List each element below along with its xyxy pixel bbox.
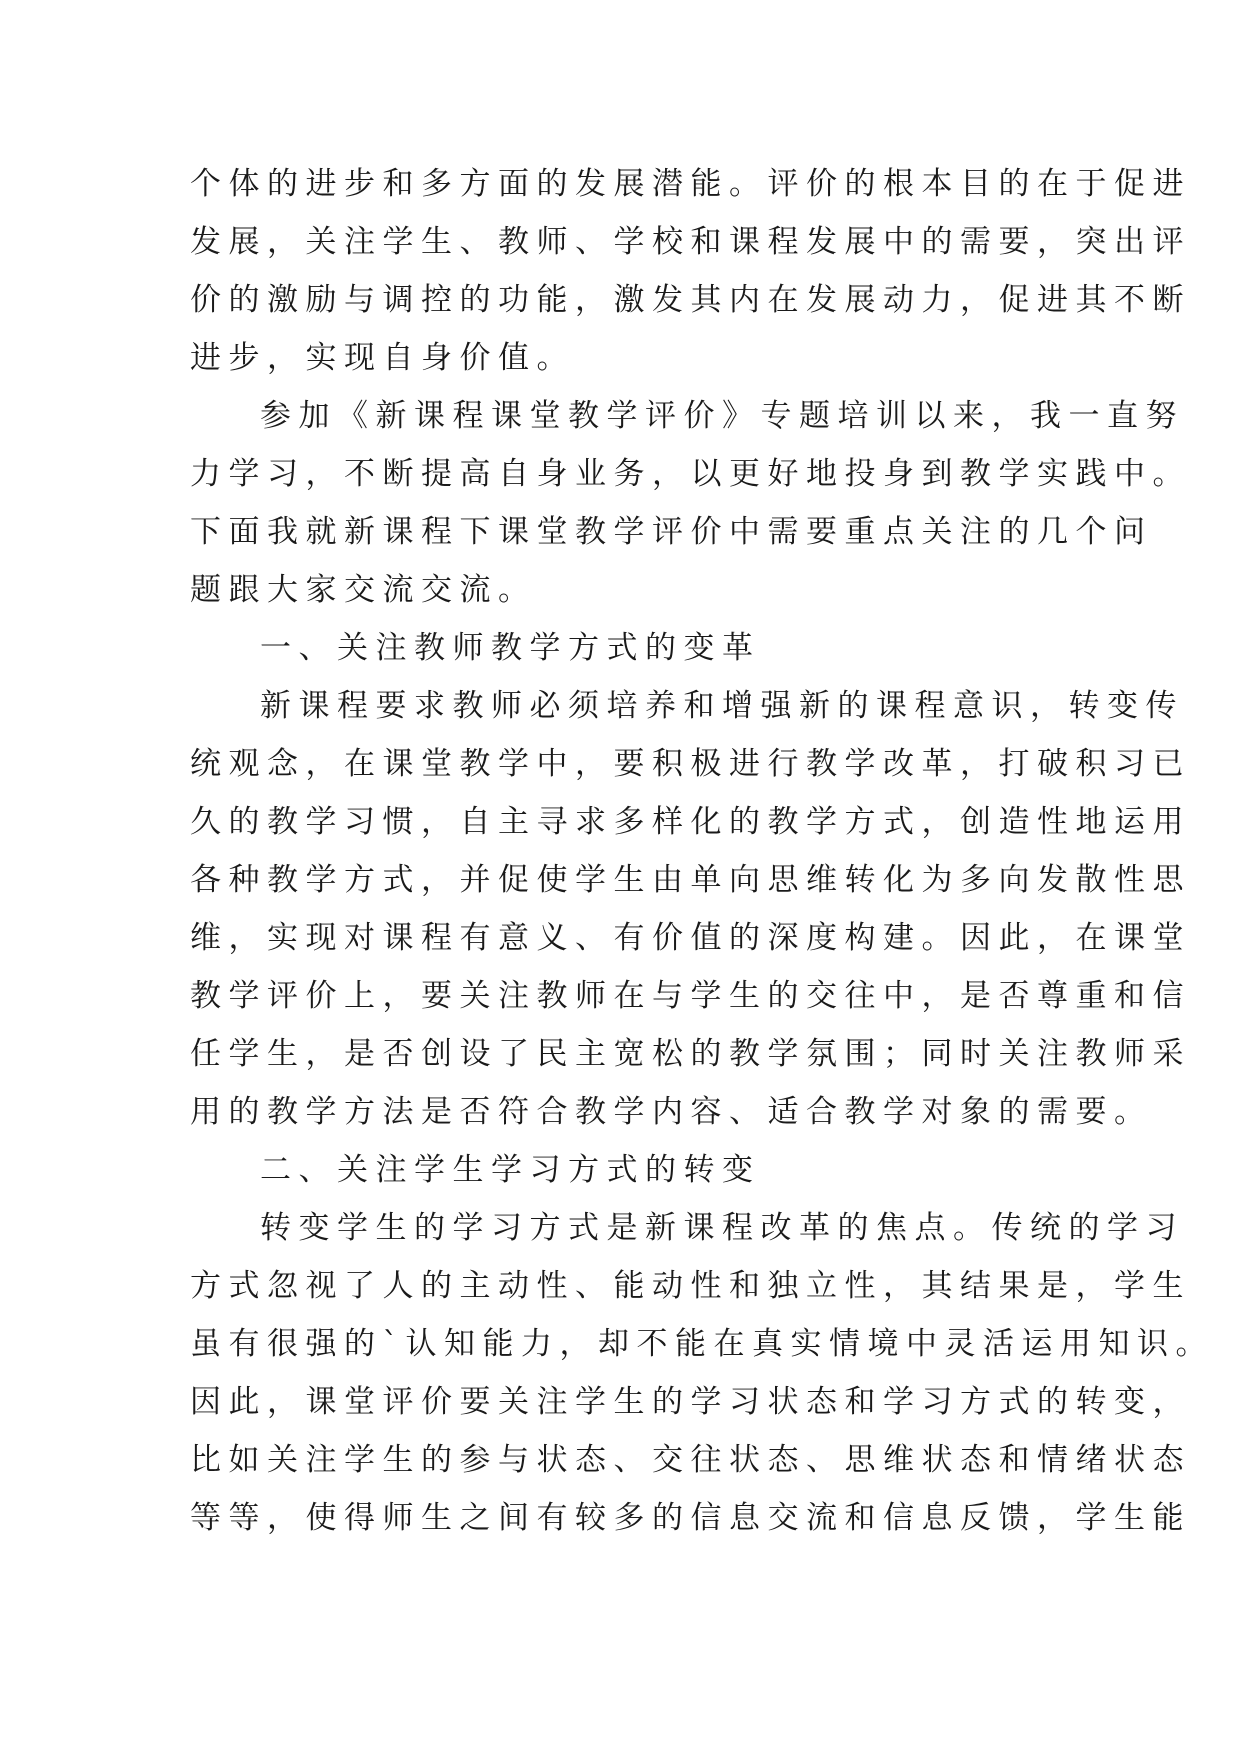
text-line: 转变学生的学习方式是新课程改革的焦点。传统的学习 xyxy=(260,1210,1184,1246)
text-line: 因此，课堂评价要关注学生的学习状态和学习方式的转变， xyxy=(190,1384,1191,1420)
text-line: 久的教学习惯，自主寻求多样化的教学方式，创造性地运用 xyxy=(190,804,1191,840)
text-line: 发展，关注学生、教师、学校和课程发展中的需要，突出评 xyxy=(190,224,1191,260)
text-line: 下面我就新课程下课堂教学评价中需要重点关注的几个问 xyxy=(190,514,1153,550)
text-line: 二、关注学生学习方式的转变 xyxy=(260,1152,761,1188)
text-line: 力学习，不断提高自身业务，以更好地投身到教学实践中。 xyxy=(190,456,1191,492)
text-line: 价的激励与调控的功能，激发其内在发展动力，促进其不断 xyxy=(190,282,1191,318)
text-line: 教学评价上，要关注教师在与学生的交往中，是否尊重和信 xyxy=(190,978,1191,1014)
text-line: 个体的进步和多方面的发展潜能。评价的根本目的在于促进 xyxy=(190,166,1191,202)
text-line: 统观念，在课堂教学中，要积极进行教学改革，打破积习已 xyxy=(190,746,1191,782)
text-line: 进步，实现自身价值。 xyxy=(190,340,575,376)
text-line: 用的教学方法是否符合教学内容、适合教学对象的需要。 xyxy=(190,1094,1153,1130)
text-line: 等等，使得师生之间有较多的信息交流和信息反馈，学生能 xyxy=(190,1500,1191,1536)
text-line: 一、关注教师教学方式的变革 xyxy=(260,630,761,666)
text-line: 题跟大家交流交流。 xyxy=(190,572,537,608)
text-line: 方式忽视了人的主动性、能动性和独立性，其结果是，学生 xyxy=(190,1268,1191,1304)
text-line: 参加《新课程课堂教学评价》专题培训以来，我一直努 xyxy=(260,398,1184,434)
text-line: 维，实现对课程有意义、有价值的深度构建。因此，在课堂 xyxy=(190,920,1191,956)
text-line: 任学生，是否创设了民主宽松的教学氛围；同时关注教师采 xyxy=(190,1036,1191,1072)
document-body xyxy=(190,155,1214,1547)
text-line: 比如关注学生的参与状态、交往状态、思维状态和情绪状态 xyxy=(190,1442,1191,1478)
text-line: 新课程要求教师必须培养和增强新的课程意识，转变传 xyxy=(260,688,1184,724)
text-line: 虽有很强的`认知能力，却不能在真实情境中灵活运用知识。 xyxy=(190,1326,1214,1362)
text-line: 各种教学方式，并促使学生由单向思维转化为多向发散性思 xyxy=(190,862,1191,898)
